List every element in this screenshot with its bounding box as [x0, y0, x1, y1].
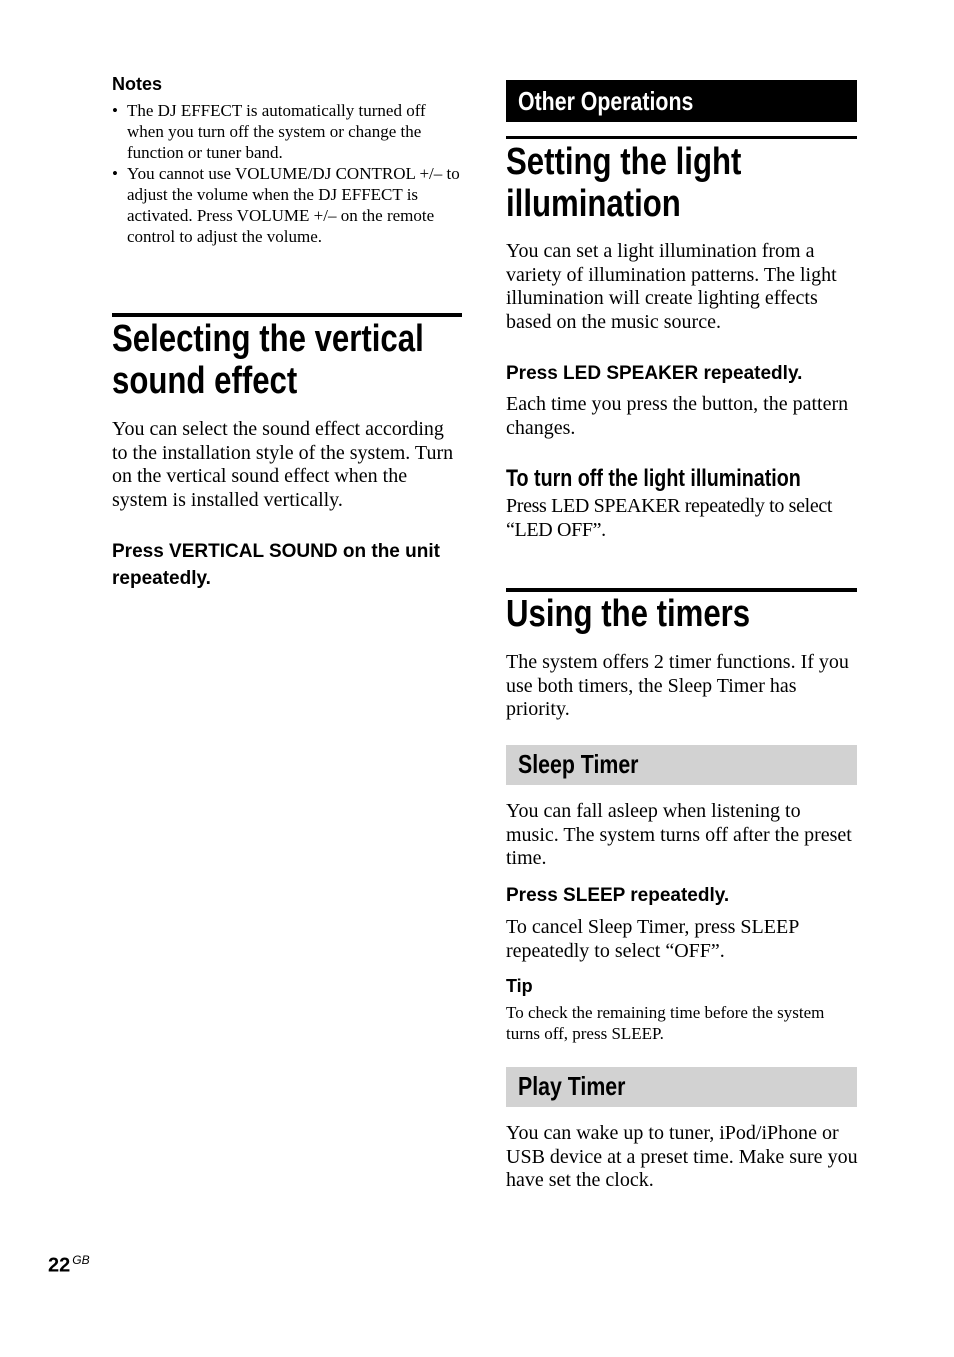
- section-divider: [112, 313, 462, 317]
- tip-heading: Tip: [506, 976, 533, 996]
- light-illumination-description: You can set a light illumination from a variety of illumination patterns. The light illumination will create lighting effects based on the music source.: [506, 240, 837, 333]
- page-number: [48, 1253, 90, 1278]
- play-timer-description: You can wake up to tuner, iPod/iPhone or USB device at a preset time. Make sure you have set the clock.: [506, 1122, 858, 1191]
- light-illumination-title: [506, 141, 850, 225]
- title-line: sound effect: [112, 360, 298, 402]
- title-line: Setting the light: [506, 141, 742, 183]
- bullet-icon: •: [112, 164, 118, 183]
- sleep-timer-description: You can fall asleep when listening to music. The system turns off after the preset time.: [506, 800, 852, 869]
- sleep-timer-heading: Sleep Timer: [518, 749, 639, 779]
- timers-title: Using the timers: [506, 593, 751, 635]
- page-number-value: 22: [48, 1254, 71, 1277]
- tip-body: To check the remaining time before the system turns off, press SLEEP.: [506, 1003, 825, 1043]
- light-off-description: Press LED SPEAKER repeatedly to select “LED OFF”.: [506, 495, 833, 541]
- sleep-timer-step-description: To cancel Sleep Timer, press SLEEP repeatedly to select “OFF”.: [506, 916, 799, 962]
- page-number-suffix: GB: [72, 1253, 90, 1267]
- section-divider: [506, 136, 857, 139]
- note-text: You cannot use VOLUME/DJ CONTROL +/– to adjust the volume when the DJ EFFECT is activated. Press VOLUME +/– on the remote control to adjust the volume.: [127, 164, 460, 246]
- note-item: [112, 100, 462, 163]
- bullet-icon: •: [112, 101, 118, 120]
- section-divider: [506, 588, 857, 592]
- sleep-timer-step: Press SLEEP repeatedly.: [506, 885, 730, 906]
- title-line: illumination: [506, 183, 681, 225]
- notes-list: [112, 100, 462, 247]
- play-timer-heading: Play Timer: [518, 1071, 626, 1101]
- vertical-sound-step: Press VERTICAL SOUND on the unit repeatedly.: [112, 541, 440, 589]
- vertical-sound-description: You can select the sound effect according to the installation style of the system. Turn on the vertical sound effect when the system is installed vertically.: [112, 418, 454, 511]
- title-line: Selecting the vertical: [112, 318, 424, 360]
- vertical-sound-title: [112, 318, 440, 402]
- note-item: [112, 163, 462, 247]
- notes-heading: Notes: [112, 74, 163, 94]
- light-off-heading: To turn off the light illumination: [506, 465, 801, 492]
- other-operations-label: Other Operations: [518, 86, 694, 116]
- light-illumination-step-description: Each time you press the button, the pattern changes.: [506, 393, 849, 439]
- light-illumination-step: Press LED SPEAKER repeatedly.: [506, 363, 803, 384]
- note-text: The DJ EFFECT is automatically turned off when you turn off the system or change the function or tuner band.: [127, 101, 426, 162]
- timers-description: The system offers 2 timer functions. If you use both timers, the Sleep Timer has priority.: [506, 651, 849, 720]
